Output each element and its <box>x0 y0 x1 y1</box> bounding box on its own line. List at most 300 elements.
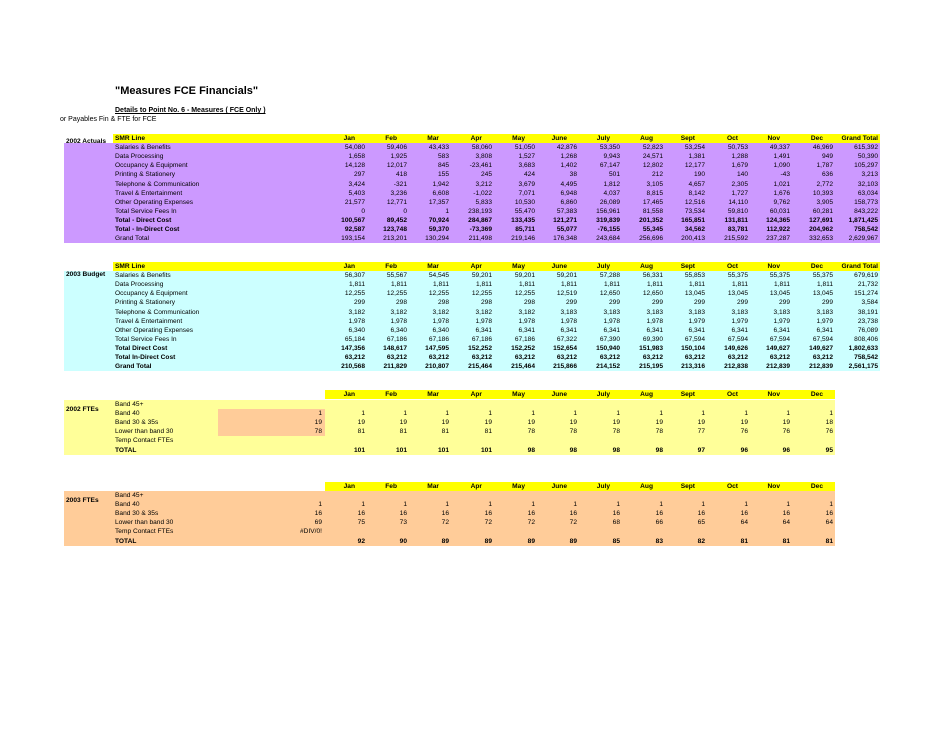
table-cell: 2,561,175 <box>848 363 878 371</box>
table-cell: 50,753 <box>727 144 748 152</box>
table-cell: 298 <box>523 299 535 307</box>
table-cell: 124,365 <box>766 216 790 224</box>
table-cell: 204,962 <box>809 226 833 233</box>
table-cell: 98 <box>569 446 577 454</box>
table-cell: 97 <box>697 446 705 454</box>
table-cell: 1,811 <box>518 281 535 289</box>
table-cell: 57,288 <box>599 272 620 280</box>
table-cell: 1,812 <box>603 180 620 188</box>
table-cell: 92 <box>357 537 365 545</box>
table-cell: 147,595 <box>425 344 449 352</box>
table-cell: 6,341 <box>646 326 663 334</box>
column-header-month: Jan <box>343 135 355 142</box>
table-cell: 3,182 <box>518 308 535 316</box>
table-cell: 1 <box>616 410 620 418</box>
table-cell: 19 <box>655 419 663 427</box>
table-cell: 6,341 <box>475 326 492 334</box>
row-label: Temp Contact FTEs <box>115 528 174 536</box>
table-cell: 89 <box>484 537 492 545</box>
table-cell: 16 <box>697 510 705 518</box>
table-cell: 9,943 <box>603 153 620 161</box>
table-cell: 1,871,425 <box>848 216 878 224</box>
column-header-month: Apr <box>470 391 482 398</box>
table-cell: 1,979 <box>773 317 790 325</box>
table-cell: 6,340 <box>348 326 365 334</box>
column-header-month: June <box>551 263 567 270</box>
column-header-month: May <box>512 483 525 490</box>
section-label: 2003 Budget <box>66 271 106 279</box>
column-header-month: Oct <box>727 135 738 142</box>
table-cell: 501 <box>608 171 620 179</box>
table-row <box>64 143 882 152</box>
table-cell: 6,341 <box>816 326 833 334</box>
table-cell: 67,390 <box>599 335 620 343</box>
table-cell: 54,545 <box>428 272 449 280</box>
row-label: Band 40 <box>115 501 140 509</box>
table-cell: 843,222 <box>854 207 878 215</box>
table-cell: 38 <box>569 171 577 179</box>
table-cell: 53,350 <box>599 144 620 152</box>
table-cell: 42,876 <box>556 144 577 152</box>
table-cell: 55,375 <box>727 272 748 280</box>
table-cell: 1,727 <box>731 189 748 197</box>
table-cell: 96 <box>782 446 790 454</box>
table-row <box>64 216 882 225</box>
table-cell: 1 <box>445 410 449 418</box>
table-cell: 101 <box>480 446 492 454</box>
row-label: TOTAL <box>115 537 137 545</box>
table-header-row <box>64 390 882 399</box>
table-cell: 1 <box>361 501 365 509</box>
table-cell: 1,978 <box>348 317 365 325</box>
table-cell: 96 <box>740 446 748 454</box>
row-label: Band 45+ <box>115 492 144 499</box>
table-cell: 12,255 <box>386 290 407 298</box>
table-cell: 299 <box>778 299 790 307</box>
table-cell: 72 <box>441 519 449 527</box>
table-cell: 1 <box>659 501 663 509</box>
table-cell: 32,103 <box>857 180 878 188</box>
table-cell: 81,558 <box>642 207 663 215</box>
table-cell: 3,183 <box>688 308 705 316</box>
table-cell: 298 <box>437 299 449 307</box>
table-cell: 4,037 <box>603 189 620 197</box>
table-cell: 243,684 <box>596 235 620 243</box>
table-cell: 149,626 <box>724 344 748 352</box>
row-label: Grand Total <box>115 235 149 243</box>
table-row <box>64 317 882 326</box>
table-cell: 18 <box>825 419 833 427</box>
table-cell: 1,527 <box>518 153 535 161</box>
table-row <box>64 180 882 189</box>
table-cell: 2,772 <box>816 180 833 188</box>
row-label: Grand Total <box>115 363 152 371</box>
table-row <box>64 170 882 179</box>
table-cell: 1,811 <box>475 281 492 289</box>
table-row <box>64 491 882 500</box>
column-header-month: Mar <box>427 391 439 398</box>
table-cell: 13,045 <box>812 290 833 298</box>
table-cell: 12,650 <box>642 290 663 298</box>
table-cell: 150,940 <box>596 344 620 352</box>
table-cell: 7,071 <box>518 189 535 197</box>
baseline-cell: 1 <box>318 410 322 418</box>
table-cell: 38,191 <box>857 308 878 316</box>
table-cell: 1,978 <box>390 317 407 325</box>
table-cell: 6,340 <box>432 326 449 334</box>
table-cell: 3,905 <box>816 198 833 206</box>
table-cell: 3,183 <box>603 308 620 316</box>
column-header-month: Jan <box>343 391 355 398</box>
table-cell: 3,808 <box>475 153 492 161</box>
table-cell: 4,495 <box>560 180 577 188</box>
table-cell: -73,369 <box>469 226 492 233</box>
table-row <box>64 298 882 307</box>
table-cell: 215,866 <box>553 363 577 371</box>
table-cell: 67,594 <box>812 335 833 343</box>
table-cell: 65,184 <box>344 335 365 343</box>
table-cell: 1,979 <box>688 317 705 325</box>
row-label: Travel & Entertainment <box>115 189 183 197</box>
table-cell: 1 <box>786 410 790 418</box>
table-cell: 193,154 <box>341 235 365 243</box>
table-cell: 1 <box>701 501 705 509</box>
table-cell: 1,978 <box>603 317 620 325</box>
table-cell: -321 <box>393 180 407 188</box>
table-cell: 55,375 <box>769 272 790 280</box>
table-cell: 150,104 <box>681 344 705 352</box>
table-cell: 5,833 <box>475 198 492 206</box>
table-cell: 758,542 <box>854 226 878 233</box>
table-cell: 76 <box>740 428 748 436</box>
row-label: Temp Contact FTEs <box>115 437 174 445</box>
table-cell: 26,089 <box>599 198 620 206</box>
column-header-month: Aug <box>640 263 653 270</box>
table-cell: -43 <box>780 171 790 179</box>
table-cell: 34,562 <box>684 226 705 233</box>
table-cell: 78 <box>527 428 535 436</box>
table-cell: 949 <box>821 153 833 161</box>
table-cell: 89 <box>527 537 535 545</box>
table-cell: 12,650 <box>599 290 620 298</box>
table-cell: 1,811 <box>390 281 407 289</box>
table-cell: 89 <box>441 537 449 545</box>
table-cell: 1,787 <box>816 162 833 170</box>
table-row <box>64 436 882 445</box>
table-row <box>64 446 882 455</box>
table-cell: 81 <box>740 537 748 545</box>
column-header-month: Nov <box>767 391 780 398</box>
table-cell: 55,345 <box>642 226 663 233</box>
table-row <box>64 518 882 527</box>
table-cell: 82 <box>697 537 705 545</box>
table-cell: 215,195 <box>639 363 663 371</box>
table-cell: 19 <box>740 419 748 427</box>
table-cell: 215,592 <box>724 235 748 243</box>
table-cell: 72 <box>527 519 535 527</box>
baseline-cell: 19 <box>314 419 322 427</box>
table-cell: 63,212 <box>642 354 663 361</box>
table-cell: 211,829 <box>383 363 407 371</box>
row-label: Occupancy & Equipment <box>115 162 188 170</box>
row-label: Printing & Stationery <box>115 171 176 179</box>
column-header-grand-total: Grand Total <box>841 263 878 270</box>
table-cell: 1,658 <box>348 153 365 161</box>
table-cell: 214,152 <box>596 363 620 371</box>
table-cell: 10,530 <box>514 198 535 206</box>
table-cell: 101 <box>395 446 407 454</box>
row-label: Data Processing <box>115 281 164 289</box>
table-cell: 70,924 <box>428 216 449 224</box>
table-cell: 14,128 <box>344 162 365 170</box>
column-header-month: June <box>551 135 567 142</box>
table-cell: 6,340 <box>390 326 407 334</box>
table-cell: 8,142 <box>688 189 705 197</box>
table-cell: 133,435 <box>511 216 535 224</box>
column-header-month: June <box>551 483 567 490</box>
table-cell: 1 <box>403 410 407 418</box>
table-cell: 81 <box>484 428 492 436</box>
table-cell: 808,406 <box>854 335 878 343</box>
table-cell: 58,060 <box>471 144 492 152</box>
table-cell: 14,110 <box>728 198 748 206</box>
table-cell: 1,811 <box>603 281 620 289</box>
table-cell: 1 <box>445 501 449 509</box>
table-cell: 67,186 <box>514 335 535 343</box>
table-cell: 81 <box>357 428 365 436</box>
row-label: Total Service Fees In <box>115 335 177 343</box>
table-cell: 298 <box>480 299 492 307</box>
table-row <box>64 537 882 546</box>
table-row <box>64 344 882 353</box>
table-cell: 76,089 <box>857 326 878 334</box>
row-label: Lower than band 30 <box>115 519 174 527</box>
table-cell: 1 <box>744 501 748 509</box>
table-cell: 212,839 <box>766 363 790 371</box>
table-cell: 89,452 <box>386 216 407 224</box>
table-cell: 149,627 <box>809 344 833 352</box>
table-cell: 63,212 <box>556 354 577 361</box>
column-header-month: July <box>596 263 610 270</box>
table-cell: 3,236 <box>390 189 407 197</box>
table-cell: 1 <box>573 410 577 418</box>
table-cell: 16 <box>399 510 407 518</box>
table-cell: 219,146 <box>511 235 535 243</box>
table-cell: 6,341 <box>731 326 748 334</box>
column-header-month: Nov <box>767 483 780 490</box>
table-cell: 6,341 <box>603 326 620 334</box>
table-cell: 1 <box>488 410 492 418</box>
row-label: Travel & Entertainment <box>115 317 183 325</box>
table-cell: 1,811 <box>731 281 748 289</box>
table-cell: 63,034 <box>857 189 878 197</box>
table-row <box>64 326 882 335</box>
table-cell: 238,193 <box>468 207 492 215</box>
table-cell: 210,807 <box>425 363 449 371</box>
table-cell: 2,305 <box>731 180 748 188</box>
table-cell: 64 <box>740 519 748 527</box>
table-cell: 81 <box>441 428 449 436</box>
table-cell: 67,594 <box>769 335 790 343</box>
row-label: Band 40 <box>115 410 140 418</box>
table-cell: 679,619 <box>854 272 878 280</box>
table-row <box>64 289 882 298</box>
column-header-month: June <box>551 391 567 398</box>
table-cell: 213,316 <box>681 363 705 371</box>
table-cell: 237,287 <box>766 235 790 243</box>
table-cell: 81 <box>825 537 833 545</box>
table-cell: 67,186 <box>471 335 492 343</box>
table-cell: 55,567 <box>386 272 407 280</box>
table-cell: 12,017 <box>386 162 407 170</box>
table-cell: 299 <box>821 299 833 307</box>
table-cell: 19 <box>357 419 365 427</box>
column-header-month: Mar <box>427 135 439 142</box>
table-cell: 17,465 <box>642 198 663 206</box>
table-cell: 1 <box>488 501 492 509</box>
table-cell: 46,969 <box>812 144 833 152</box>
table-cell: 101 <box>353 446 365 454</box>
table-cell: 78 <box>569 428 577 436</box>
table-cell: 1,802,633 <box>848 344 878 352</box>
table-cell: 95 <box>825 446 833 454</box>
table-cell: 6,948 <box>560 189 577 197</box>
table-cell: 1,979 <box>816 317 833 325</box>
table-cell: 19 <box>782 419 790 427</box>
table-cell: 56,307 <box>344 272 365 280</box>
table-cell: 21,732 <box>857 281 878 289</box>
table-cell: 12,516 <box>684 198 705 206</box>
row-label: Total Direct Cost <box>115 344 168 352</box>
row-label: Total Service Fees In <box>115 207 177 215</box>
column-header-month: Dec <box>810 483 823 490</box>
table-cell: 60,281 <box>812 207 833 215</box>
table-cell: 1,811 <box>688 281 705 289</box>
table-cell: 165,851 <box>681 216 705 224</box>
table-cell: 59,370 <box>428 226 449 233</box>
table-cell: 16 <box>782 510 790 518</box>
table-cell: 155 <box>437 171 449 179</box>
table-cell: 12,255 <box>471 290 492 298</box>
table-cell: 10,393 <box>812 189 833 197</box>
section-label: 2002 Actuals <box>66 137 107 145</box>
row-label: Band 30 & 35s <box>115 419 159 427</box>
table-cell: 67,594 <box>727 335 748 343</box>
table-cell: 57,383 <box>556 207 577 215</box>
column-header-month: Apr <box>470 135 482 142</box>
table-cell: 215,464 <box>468 363 492 371</box>
table-cell: 98 <box>612 446 620 454</box>
table-cell: 16 <box>655 510 663 518</box>
table-cell: 16 <box>441 510 449 518</box>
column-header-month: Mar <box>427 483 439 490</box>
column-header-month: Oct <box>727 391 738 398</box>
table-cell: 1 <box>531 410 535 418</box>
row-label: Telephone & Communication <box>115 308 200 316</box>
table-cell: 98 <box>655 446 663 454</box>
table-cell: 636 <box>821 171 833 179</box>
table-cell: 1 <box>829 410 833 418</box>
table-cell: 12,255 <box>344 290 365 298</box>
row-label: Total - In-Direct Cost <box>115 226 180 233</box>
table-header-row <box>64 262 882 271</box>
table-cell: 63,212 <box>769 354 790 361</box>
column-header-month: July <box>596 391 610 398</box>
table-cell: 211,498 <box>468 235 492 243</box>
row-label: Other Operating Expenses <box>115 198 194 206</box>
table-row <box>64 225 882 234</box>
column-header-month: May <box>512 135 525 142</box>
column-header-month: Sept <box>680 135 695 142</box>
table-cell: 90 <box>399 537 407 545</box>
table-cell: 6,860 <box>560 198 577 206</box>
table-cell: 3,183 <box>646 308 663 316</box>
table-cell: 1,979 <box>731 317 748 325</box>
table-cell: 12,255 <box>428 290 449 298</box>
table-cell: 298 <box>395 299 407 307</box>
table-cell: 299 <box>736 299 748 307</box>
table-cell: 66 <box>655 519 663 527</box>
column-header-month: July <box>596 135 610 142</box>
column-header-grand-total: Grand Total <box>841 135 878 142</box>
table-cell: 1,491 <box>773 153 790 161</box>
table-cell: 212,838 <box>724 363 748 371</box>
row-label: Data Processing <box>115 153 164 161</box>
column-header-month: Jan <box>343 263 355 270</box>
table-cell: 152,654 <box>553 344 577 352</box>
table-cell: 1,811 <box>560 281 577 289</box>
table-cell: 3,183 <box>731 308 748 316</box>
table-cell: 1,288 <box>731 153 748 161</box>
table-row <box>64 207 882 216</box>
table-cell: 1,676 <box>773 189 790 197</box>
table-cell: 67,594 <box>684 335 705 343</box>
table-cell: 332,653 <box>809 235 833 243</box>
column-header-month: Sept <box>680 263 695 270</box>
table-cell: 147,356 <box>341 344 365 352</box>
table-cell: 60,031 <box>769 207 790 215</box>
table-row <box>64 509 882 518</box>
table-cell: 78 <box>612 428 620 436</box>
table-cell: 3,182 <box>390 308 407 316</box>
table-cell: 16 <box>740 510 748 518</box>
table-cell: 1,679 <box>731 162 748 170</box>
table-row <box>64 500 882 509</box>
table-cell: 76 <box>825 428 833 436</box>
table-cell: 6,341 <box>518 326 535 334</box>
table-cell: 3,183 <box>773 308 790 316</box>
table-cell: 1,925 <box>390 153 407 161</box>
table-cell: 16 <box>527 510 535 518</box>
baseline-cell: 78 <box>314 428 322 436</box>
table-row <box>64 400 882 409</box>
page-subtitle-secondary: or Payables Fin & FTE for FCE <box>60 116 157 123</box>
table-cell: 299 <box>651 299 663 307</box>
table-cell: 55,853 <box>684 272 705 280</box>
table-cell: 1,811 <box>773 281 790 289</box>
page-title: "Measures FCE Financials" <box>115 85 259 97</box>
table-cell: 56,331 <box>642 272 663 280</box>
table-cell: 0 <box>361 207 365 215</box>
column-header-month: Feb <box>385 263 397 270</box>
table-cell: 19 <box>612 419 620 427</box>
table-cell: 55,077 <box>556 226 577 233</box>
table-cell: 63,212 <box>514 354 535 361</box>
table-cell: 615,392 <box>854 144 878 152</box>
table-cell: 83 <box>655 537 663 545</box>
table-cell: 299 <box>608 299 620 307</box>
table-row <box>64 418 882 427</box>
